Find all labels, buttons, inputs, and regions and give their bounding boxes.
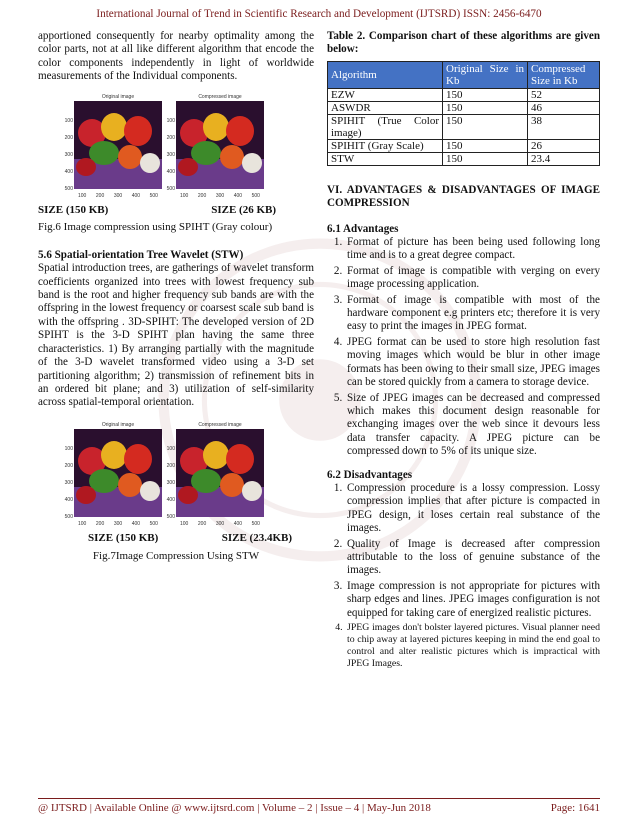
section-5-6-heading: 5.6 Spatial-orientation Tree Wavelet (STW): [38, 248, 244, 261]
fig6-original-yticks: 100 200 300 400 500: [64, 117, 73, 192]
section-6-heading: VI. ADVANTAGES & DISADVANTAGES OF IMAGE COMPRESSION: [327, 183, 600, 210]
list-item: 2. Format of image is compatible with verging on every image processing application.: [345, 265, 600, 292]
fig7-compressed-title: Compressed image: [198, 421, 242, 428]
footer-journal-info: @ IJTSRD | Available Online @ www.ijtsrd.com | Volume – 2 | Issue – 4 | May-Jun 2018: [38, 802, 431, 814]
fig6-original-image: [74, 101, 162, 189]
header-compressed-size: Compressed Size in Kb: [528, 61, 600, 88]
table-row: STW 150 23.4: [328, 152, 600, 165]
comparison-table: [327, 61, 600, 166]
fig6-caption: Fig.6 Image compression using SPIHT (Gray colour): [38, 221, 273, 234]
fig7-size-original: SIZE (150 KB): [88, 532, 159, 545]
figure-7: [64, 421, 314, 531]
journal-header: International Journal of Trend in Scientific Research and Development (IJTSRD) ISSN: 2456-6470: [96, 8, 542, 20]
list-item: 1. Compression procedure is a lossy compression. Lossy compression implies that after picture is compacted in JPEG design, it loses certain real substance of the images.: [345, 482, 600, 536]
fig7-compressed-yticks: 100 200 300 400 500: [166, 445, 175, 520]
fig7-original-xticks: 100 200 300 400 500: [78, 520, 158, 527]
advantages-heading: 6.1 Advantages: [327, 222, 399, 235]
fig7-size-compressed: SIZE (23.4KB): [221, 532, 292, 545]
fig6-compressed-xticks: 100 200 300 400 500: [180, 192, 260, 199]
figure-6: [64, 93, 314, 203]
fig6-size-original: SIZE (150 KB): [38, 204, 109, 217]
fig7-compressed-xticks: 100 200 300 400 500: [180, 520, 260, 527]
table-row: ASWDR 150 46: [328, 101, 600, 114]
fig6-size-labels: [38, 204, 314, 217]
header-algorithm: Algorithm: [328, 61, 443, 88]
fig6-original-panel: [64, 93, 162, 203]
fig6-compressed-image: [176, 101, 264, 189]
fig6-compressed-title: Compressed image: [198, 93, 242, 100]
table-row: SPIHIT (Gray Scale) 150 26: [328, 139, 600, 152]
page-number: Page: 1641: [550, 802, 600, 814]
fig7-original-title: Original image: [101, 421, 135, 428]
section-5-6-text: Spatial introduction trees, are gatherings of wavelet transform coefficients organized into trees with lowest frequency sub band is the root and higher frequency sub bands are with the offspring in the lowest frequency or coarsest scale sub band is with the offspring . 3D-SPIHT: The developed version of 2D SPIHT is the 3-D SPIHT plan having the same three characteristics. 1) By arranging partially with the magnitude of the 3-D wavelet transformed video using a 3-D set partitioning algorithm; 2) transmission of refinement bits in an ordered bit plane; and 3) utilization of self-similarity across spatial-temporal orientation.: [38, 262, 314, 409]
footer-divider: [38, 798, 600, 799]
fig6-compressed-yticks: 100 200 300 400 500: [166, 117, 175, 192]
left-column: [38, 30, 314, 563]
page-footer: [38, 802, 600, 814]
list-item: 3. Format of image is compatible with most of the hardware component e.g printers etc; therefore it is very easy to print the images in JPEG format.: [345, 294, 600, 334]
table-2-caption: Table 2. Comparison chart of these algorithms are given below:: [327, 30, 600, 56]
list-item: 3. Image compression is not appropriate for pictures with sharp edges and lines. JPEG images configuration is not equipped for taking care of energized realistic pictures.: [345, 580, 600, 620]
fig7-compressed-panel: [166, 421, 264, 531]
header-original-size: Original Size in Kb: [443, 61, 528, 88]
fig7-original-image: [74, 429, 162, 517]
list-item: 4. JPEG images don't bolster layered pictures. Visual planner need to chip away at layered pictures keeping in mind the end goal to control and alter realistic pictures which is impractical with JPEG Images.: [345, 622, 600, 670]
fig6-original-xticks: 100 200 300 400 500: [78, 192, 158, 199]
fig7-original-panel: [64, 421, 162, 531]
fig6-original-title: Original image: [101, 93, 135, 100]
disadvantages-list: [327, 482, 600, 670]
table-row: SPIHIT (True Color image) 150 38: [328, 114, 600, 139]
table-row: EZW 150 52: [328, 88, 600, 101]
fig7-caption: Fig.7Image Compression Using STW: [92, 549, 260, 562]
fig6-compressed-panel: [166, 93, 264, 203]
right-column: [327, 30, 600, 672]
list-item: 4. JPEG format can be used to store high resolution fast moving images which would be blur in other image formats has been owing to their small size, JPEG images can be stored quickly from a camera to storage device.: [345, 336, 600, 390]
fig7-size-labels: [38, 532, 314, 545]
list-item: 2. Quality of Image is decreased after compression attributable to the loss of genuine substance of the images.: [345, 538, 600, 578]
fig6-size-compressed: SIZE (26 KB): [211, 204, 276, 217]
advantages-list: [327, 236, 600, 459]
table-header-row: [328, 61, 600, 88]
disadvantages-heading: 6.2 Disadvantages: [327, 468, 413, 481]
fig7-compressed-image: [176, 429, 264, 517]
list-item: 1. Format of picture has been being used following long time and is to a great degree compact.: [345, 236, 600, 263]
list-item: 5. Size of JPEG images can be decreased and compressed which makes this document design reasonable for exchanging images over the web since it devours less data transfer capacity. A JPEG picture can be compressed down to 5% of its unique size.: [345, 392, 600, 459]
fig7-original-yticks: 100 200 300 400 500: [64, 445, 73, 520]
intro-paragraph: apportioned consequently for nearby optimality among the color parts, not at all like different algorithm that encode the color components independently in light of worldwide measurements of the Individual components.: [38, 30, 314, 83]
